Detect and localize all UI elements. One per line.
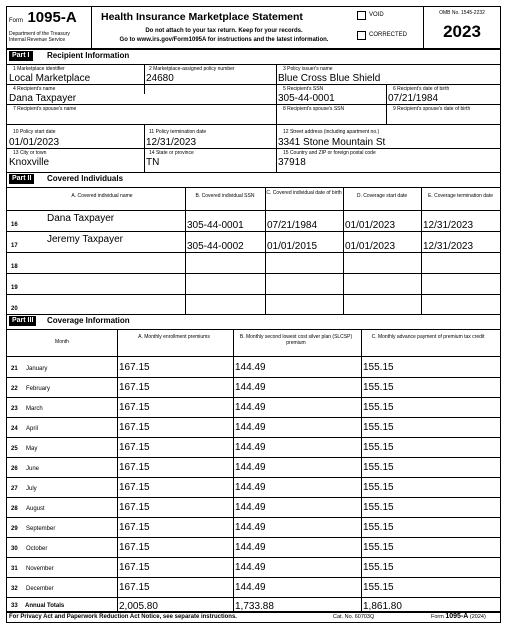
part1-header [7,50,500,62]
part3-cell-b[interactable]: 144.49 [235,562,266,573]
field-13-label: 13 City or town [13,150,47,156]
void-checkbox[interactable] [357,11,366,20]
field-14-label: 14 State or province [149,150,194,156]
form-1095a [6,6,501,623]
field-6-label: 6 Recipient's date of birth [393,86,450,92]
part3-cell-c[interactable]: 155.15 [363,562,394,573]
field-14-value[interactable]: TN [146,157,160,168]
part3-row-number: 32 [11,586,18,592]
part3-cell-c[interactable]: 155.15 [363,502,394,513]
part3-cell-a[interactable]: 167.15 [119,582,150,593]
field-1-value[interactable]: Local Marketplace [9,73,91,84]
part3-cell-a[interactable]: 167.15 [119,562,150,573]
part2-col-c: C. Covered individual date of birth [266,190,342,196]
month-label: February [26,386,51,392]
footer-form-prefix: Form [431,614,444,620]
part2-title: Covered Individuals [47,174,124,183]
month-label: September [26,526,56,532]
part3-cell-a[interactable]: 167.15 [119,362,150,373]
month-label: August [26,506,45,512]
part3-cell-a[interactable]: 167.15 [119,482,150,493]
corrected-label: CORRECTED [369,32,408,38]
part3-cell-b[interactable]: 144.49 [235,542,266,553]
part2-cell-start[interactable]: 01/01/2023 [345,220,396,231]
part3-row-number: 30 [11,546,18,552]
field-10-label: 10 Policy start date [13,129,56,135]
field-12-label: 12 Street address (including apartment no.) [283,129,380,135]
field-15-value[interactable]: 37918 [278,157,306,168]
part3-cell-c[interactable]: 155.15 [363,362,394,373]
field-15-label: 15 Country and ZIP or foreign postal code [283,150,376,156]
part2-cell-start[interactable]: 01/01/2023 [345,241,396,252]
part3-cell-b[interactable]: 144.49 [235,422,266,433]
month-label: November [26,566,54,572]
part2-col-a: A. Covered individual name [71,193,133,199]
part3-cell-a[interactable]: 167.15 [119,522,150,533]
part3-cell-b[interactable]: 144.49 [235,382,266,393]
part3-col-month: Month [55,339,69,345]
part3-row-number: 31 [11,566,18,572]
part2-cell-ssn[interactable]: 305-44-0001 [187,220,244,231]
part3-cell-b[interactable]: 144.49 [235,362,266,373]
part2-cell-name[interactable]: Jeremy Taxpayer [47,234,123,245]
part3-cell-c[interactable]: 155.15 [363,522,394,533]
notice-line-1: Do not attach to your tax return. Keep for your records. [145,28,303,34]
part3-header [7,315,500,327]
part2-col-d: D. Coverage start date [356,193,408,199]
part3-cell-c[interactable]: 155.15 [363,442,394,453]
month-label: May [26,446,38,452]
part2-col-b: B. Covered individual SSN [195,193,255,199]
form-title: Health Insurance Marketplace Statement [101,11,303,23]
omb-number: OMB No. 1545-2232 [439,10,485,16]
part3-cell-c[interactable]: 155.15 [363,462,394,473]
part3-cell-b[interactable]: 144.49 [235,522,266,533]
catalog-number: Cat. No. 60703Q [333,614,375,620]
part2-cell-end[interactable]: 12/31/2023 [423,220,474,231]
part3-row-number: 24 [11,426,18,432]
part2-row-number: 18 [11,264,18,270]
form-prefix: Form [9,18,23,24]
part2-header [7,173,500,185]
field-9-label: 9 Recipient's spouse's date of birth [393,106,471,112]
part3-tag: Part III [9,316,36,326]
total-a[interactable]: 2,005.80 [119,601,158,612]
part3-cell-a[interactable]: 167.15 [119,462,150,473]
month-label: October [26,546,48,552]
part3-cell-c[interactable]: 155.15 [363,422,394,433]
notice-line-2: Go to www.irs.gov/Form1095A for instructions and the latest information. [119,37,329,43]
field-1-label: 1 Marketplace identifier [13,66,65,72]
part3-cell-a[interactable]: 167.15 [119,422,150,433]
part2-col-e: E. Coverage termination date [427,193,494,199]
part1-title: Recipient Information [47,51,130,60]
field-4-value[interactable]: Dana Taxpayer [9,93,77,104]
part2-tag: Part II [9,174,34,184]
field-5-value[interactable]: 305-44-0001 [278,93,335,104]
part3-cell-c[interactable]: 155.15 [363,582,394,593]
total-c[interactable]: 1,861.80 [363,601,402,612]
part2-cell-end[interactable]: 12/31/2023 [423,241,474,252]
form-id [9,9,89,25]
field-2-value[interactable]: 24680 [146,73,174,84]
corrected-checkbox[interactable] [357,31,366,40]
footer-form-number: 1095-A [445,613,469,620]
part3-cell-a[interactable]: 167.15 [119,542,150,553]
field-3-label: 3 Policy issuer's name [283,66,333,72]
part3-cell-b[interactable]: 144.49 [235,462,266,473]
part1-tag: Part I [9,51,33,61]
field-12-value[interactable]: 3341 Stone Mountain St [278,137,386,148]
part2-cell-ssn[interactable]: 305-44-0002 [187,241,244,252]
part3-cell-c[interactable]: 155.15 [363,402,394,413]
part3-cell-a[interactable]: 167.15 [119,502,150,513]
part3-row-number: 22 [11,386,18,392]
part2-cell-name[interactable]: Dana Taxpayer [47,213,115,224]
part3-row-number: 21 [11,366,18,372]
part3-cell-b[interactable]: 144.49 [235,582,266,593]
field-8-label: 8 Recipient's spouse's SSN [283,106,345,112]
part3-row-number: 28 [11,506,18,512]
month-label: January [26,366,48,372]
part3-cell-b[interactable]: 144.49 [235,402,266,413]
part3-col-b: B. Monthly second lowest cost silver plan (SLCSP) premium [239,334,353,346]
part2-cell-dob[interactable]: 01/01/2015 [267,241,318,252]
part3-cell-c[interactable]: 155.15 [363,382,394,393]
field-7-label: 7 Recipient's spouse's name [13,106,77,112]
field-6-value[interactable]: 07/21/1984 [388,93,439,104]
part3-cell-c[interactable]: 155.15 [363,542,394,553]
field-5-label: 5 Recipient's SSN [283,86,324,92]
part3-cell-b[interactable]: 144.49 [235,502,266,513]
part2-cell-dob[interactable]: 07/21/1984 [267,220,318,231]
field-11-value[interactable]: 12/31/2023 [146,137,197,148]
field-3-value[interactable]: Blue Cross Blue Shield [278,73,381,84]
part3-row-number: 27 [11,486,18,492]
field-13-value[interactable]: Knoxville [9,157,50,168]
part3-cell-a[interactable]: 167.15 [119,442,150,453]
month-label: June [26,466,40,472]
month-label: April [26,426,39,432]
field-4-label: 4 Recipient's name [13,86,56,92]
part3-cell-b[interactable]: 144.49 [235,482,266,493]
field-2-label: 2 Marketplace-assigned policy number [149,66,235,72]
part3-row-number: 25 [11,446,18,452]
field-11-label: 11 Policy termination date [149,129,207,135]
field-10-value[interactable]: 01/01/2023 [9,137,60,148]
part3-row-number: 29 [11,526,18,532]
part3-row-number: 26 [11,466,18,472]
month-label: March [26,406,43,412]
total-b[interactable]: 1,733.88 [235,601,274,612]
void-label: VOID [369,12,384,18]
part3-col-c: C. Monthly advance payment of premium tax credit [371,334,485,340]
part3-cell-a[interactable]: 167.15 [119,402,150,413]
privacy-notice: For Privacy Act and Paperwork Reduction Act Notice, see separate instructions. [9,614,237,620]
footer-form-rev: (2024) [469,614,486,620]
part2-row-number: 16 [11,222,18,228]
part3-col-a: A. Monthly enrollment premiums [138,334,210,340]
part3-cell-c[interactable]: 155.15 [363,482,394,493]
total-row-label: Annual Totals [25,603,65,609]
part2-row-number: 17 [11,243,18,249]
part2-row-number: 19 [11,285,18,291]
part3-cell-a[interactable]: 167.15 [119,382,150,393]
part3-cell-b[interactable]: 144.49 [235,442,266,453]
tax-year: 2023 [443,22,481,41]
dept-treasury: Department of the Treasury [9,31,70,37]
month-label: July [26,486,37,492]
form-number: 1095-A [27,9,77,26]
month-label: December [26,586,54,592]
irs-label: Internal Revenue Service [9,37,66,43]
part2-row-number: 20 [11,306,18,312]
footer-form-id [431,613,486,620]
total-row-number: 33 [11,603,18,609]
part3-row-number: 23 [11,406,18,412]
part3-title: Coverage Information [47,316,130,325]
